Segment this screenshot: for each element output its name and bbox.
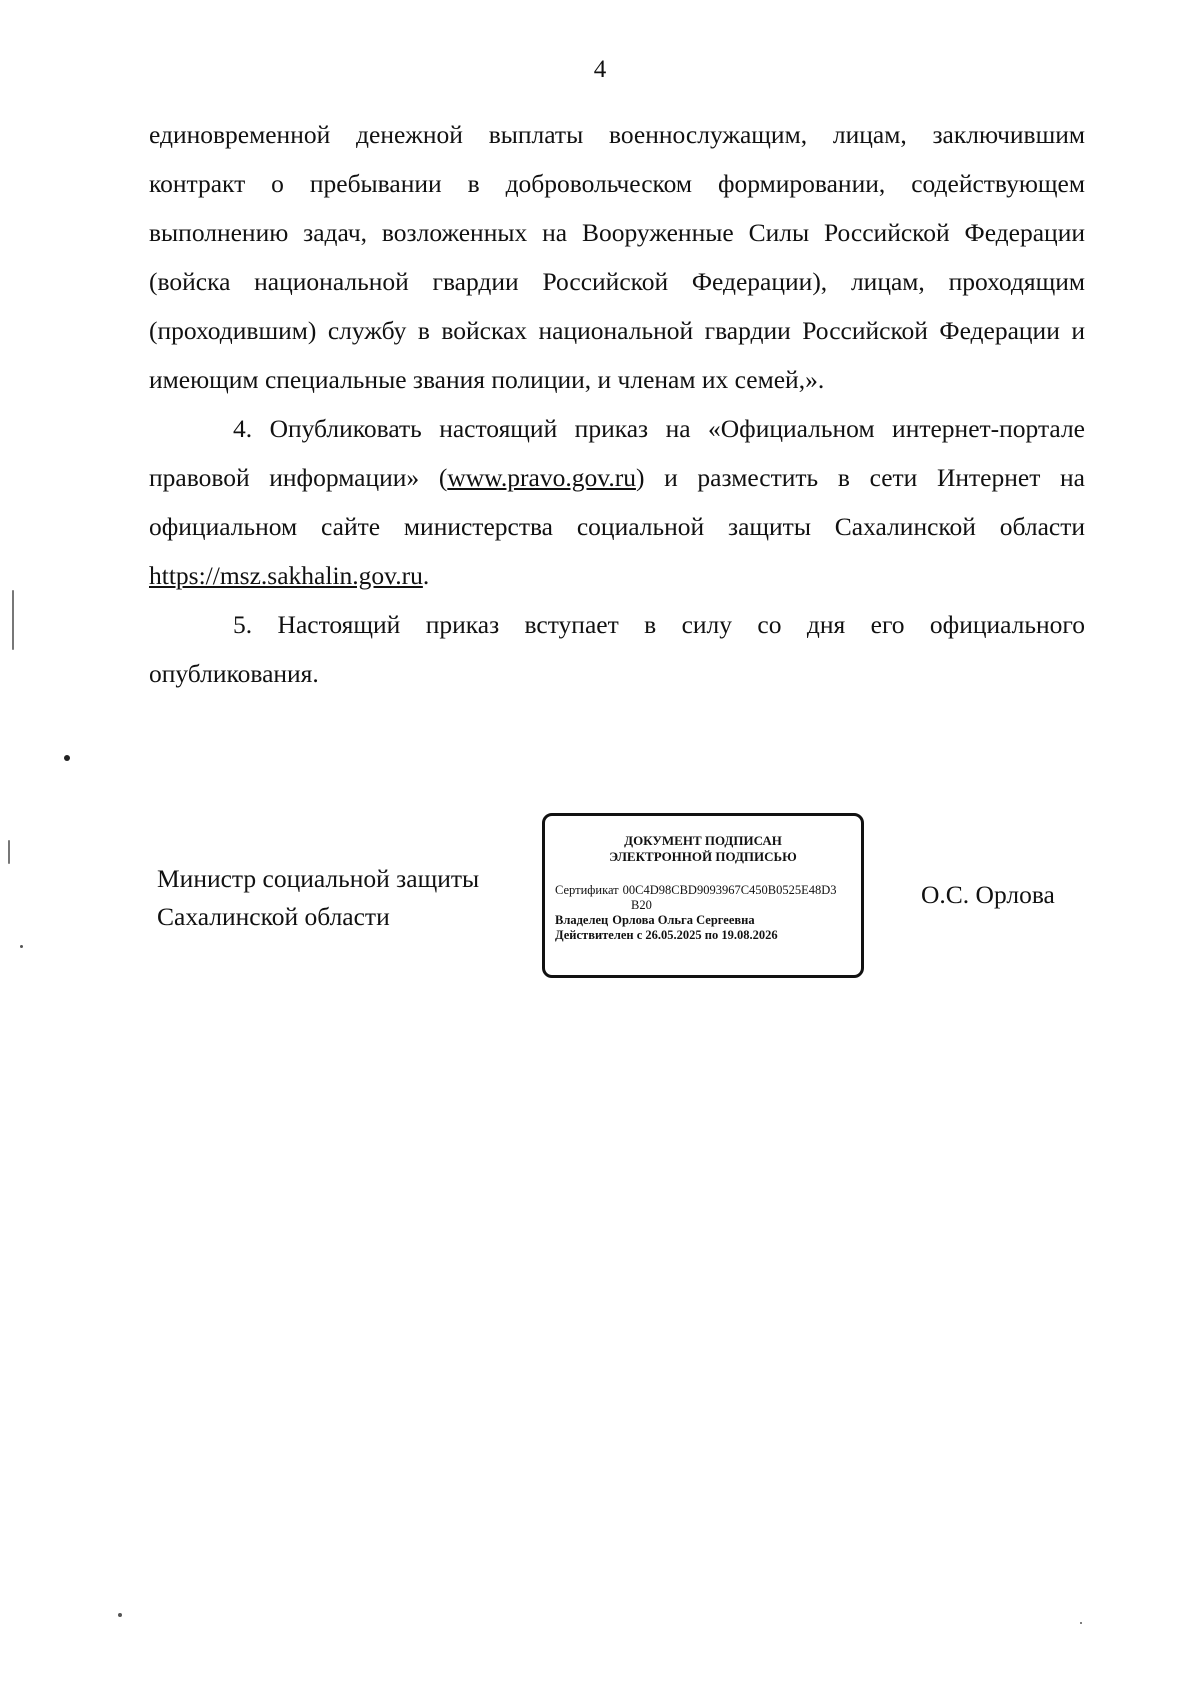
stamp-cert-tail: B20 xyxy=(631,898,652,912)
paragraph-4-text-end: . xyxy=(422,561,430,590)
paragraph-item-5: 5. Настоящий приказ вступает в силу со дня его официального опубликования. xyxy=(149,610,1085,688)
scan-speck xyxy=(64,755,70,761)
stamp-certificate xyxy=(555,883,855,913)
paragraph-continuation: единовременной денежной выплаты военнослужащим, лицам, заключившим контракт о пребывании в добровольческом формировании, содействующем выполнению задач, возложенных на Вооруженные Силы Российской Федерации (войска национальной гвардии Российской Федерации), лицам, проходящим (проходившим) службу в войсках национальной гвардии Российской Федерации и имеющим специальные звания полиции, и членам их семей,». xyxy=(149,120,1085,394)
signer-position xyxy=(157,860,479,936)
signer-name: О.С. Орлова xyxy=(921,880,1055,909)
stamp-title-line-2: ЭЛЕКТРОННОЙ ПОДПИСЬЮ xyxy=(609,849,797,864)
signer-position-line-2: Сахалинской области xyxy=(157,902,390,931)
page-number: 4 xyxy=(593,56,607,83)
pravo-gov-link[interactable]: www.pravo.gov.ru xyxy=(447,463,636,492)
electronic-signature-stamp xyxy=(542,813,864,978)
stamp-owner-value: Орлова Ольга Сергеевна xyxy=(612,913,755,927)
scan-speck xyxy=(8,840,10,864)
stamp-validity: Действителен с 26.05.2025 по 19.08.2026 xyxy=(555,928,778,942)
document-body xyxy=(149,110,1085,698)
scan-speck xyxy=(1080,1622,1082,1624)
paragraph-4-text-start: 4. Опубликовать настоящий приказ на «Официальном интернет-портале правовой информации» ( xyxy=(149,414,1085,492)
scan-speck xyxy=(12,590,14,650)
paragraph-4-text-middle: ) и разместить в сети Интернет на официальном сайте министерства социальной защиты Сахалинской области xyxy=(149,463,1085,541)
scan-speck xyxy=(118,1613,122,1617)
stamp-title-line-1: ДОКУМЕНТ ПОДПИСАН xyxy=(624,833,782,848)
scan-speck xyxy=(20,945,23,948)
stamp-owner-label: Владелец xyxy=(555,913,609,927)
stamp-cert-label: Сертификат xyxy=(555,883,619,897)
signer-position-line-1: Министр социальной защиты xyxy=(157,864,480,893)
stamp-title xyxy=(545,833,861,865)
msz-sakhalin-link[interactable]: https://msz.sakhalin.gov.ru xyxy=(149,561,423,590)
stamp-cert-value: 00C4D98CBD9093967C450B0525E48D3 xyxy=(622,883,837,897)
stamp-owner xyxy=(555,913,861,928)
paragraph-item-4 xyxy=(149,404,1085,600)
